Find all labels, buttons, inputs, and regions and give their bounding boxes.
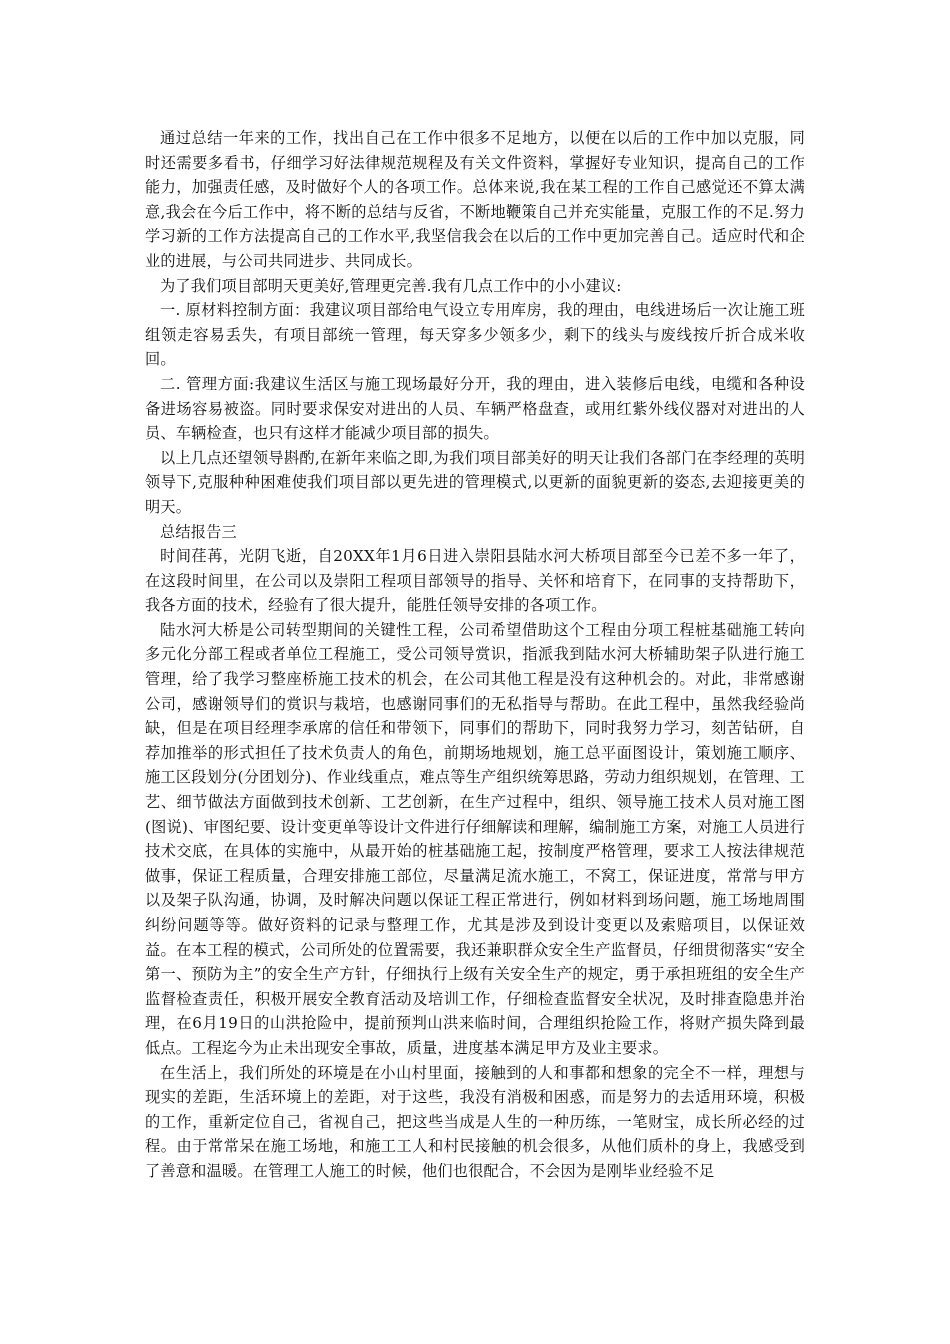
section-heading: 总结报告三 — [160, 522, 237, 541]
paragraph-closing: 以上几点还望领导斟酌,在新年来临之即,为我们项目部美好的明天让我们各部门在李经理的英明领导下,克服种种困难使我们项目部以更先进的管理模式,以更新的面貌更新的姿态,去迎接更美的明天。 — [145, 448, 805, 516]
paragraph-report-intro: 时间荏苒，光阴飞逝，自20XX年1月6日进入崇阳县陆水河大桥项目部至今已差不多一年了，在这段时间里，在公司以及崇阳工程项目部领导的指导、关怀和培育下，在同事的支持帮助下，我各方面的技术，经验有了很大提升，能胜任领导安排的各项工作。 — [145, 547, 805, 615]
paragraph-suggestion-materials: 一. 原材料控制方面：我建议项目部给电气设立专用库房，我的理由，电线进场后一次让施工班组领走容易丢失，有项目部统一管理，每天穿多少领多少，剩下的线头与废线按斤折合成米收回。 — [145, 301, 805, 369]
document-body — [145, 126, 805, 1184]
paragraph-suggestions-intro: 为了我们项目部明天更美好,管理更完善.我有几点工作中的小小建议: — [160, 276, 622, 295]
paragraph-summary: 通过总结一年来的工作，找出自己在工作中很多不足地方，以便在以后的工作中加以克服，同时还需要多看书，仔细学习好法律规范规程及有关文件资料，掌握好专业知识，提高自己的工作能力，加强责任感，及时做好个人的各项工作。总体来说,我在某工程的工作自己感觉还不算太满意,我会在今后工作中，将不断的总结与反省，不断地鞭策自己并充实能量，克服工作的不足.努力学习新的工作方法提高自己的工作水平,我坚信我会在以后的工作中更加完善自己。适应时代和企业的进展，与公司共同进步、共同成长。 — [145, 129, 805, 270]
paragraph-bridge-project: 陆水河大桥是公司转型期间的关键性工程，公司希望借助这个工程由分项工程桩基础施工转向多元化分部工程或者单位工程施工，受公司领导赏识，指派我到陆水河大桥辅助架子队进行施工管理，给了我学习整座桥施工技术的机会，在公司其他工程是没有这种机会的。对此，非常感谢公司，感谢领导们的赏识与栽培，也感谢同事们的无私指导与帮助。在此工程中，虽然我经验尚缺，但是在项目经理李承席的信任和带领下，同事们的帮助下，同时我努力学习，刻苦钻研，自荐加推举的形式担任了技术负责人的角色，前期场地规划，施工总平面图设计，策划施工顺序、施工区段划分(分团划分)、作业线重点，难点等生产组织统筹思路，劳动力组织规划，在管理、工艺、细节做法方面做到技术创新、工艺创新，在生产过程中，组织、领导施工技术人员对施工图(图说)、审图纪要、设计变更单等设计文件进行仔细解读和理解，编制施工方案，对施工人员进行技术交底，在具体的实施中，从最开始的桩基础施工起，按制度严格管理，要求工人按法律规范做事，保证工程质量，合理安排施工部位，尽量满足流水施工，不窝工，保证进度，常常与甲方以及架子队沟通，协调，及时解决问题以保证工程正常进行，例如材料到场问题，施工场地周围纠纷问题等等。做好资料的记录与整理工作，尤其是涉及到设计变更以及索赔项目，以保证效益。在本工程的模式，公司所处的位置需要，我还兼职群众安全生产监督员，仔细贯彻落实“安全第一、预防为主”的安全生产方针，仔细执行上级有关安全生产的规定，勇于承担班组的安全生产监督检查责任，积极开展安全教育活动及培训工作，仔细检查监督安全状况，及时排查隐患并治理，在6月19日的山洪抢险中，提前预判山洪来临时间，合理组织抢险工作，将财产损失降到最低点。工程迄今为止未出现安全事故，质量，进度基本满足甲方及业主要求。 — [145, 620, 805, 1057]
paragraph-life: 在生活上，我们所处的环境是在小山村里面，接触到的人和事都和想象的完全不一样，理想与现实的差距，生活环境上的差距，对于这些，我没有消极和困惑，而是努力的去适用环境，积极的工作，重新定位自己，省视自己，把这些当成是人生的一种历练，一笔财宝，成长所必经的过程。由于常常呆在施工场地，和施工工人和村民接触的机会很多，从他们质朴的身上，我感受到了善意和温暖。在管理工人施工的时候，他们也很配合，不会因为是刚毕业经验不足 — [145, 1063, 805, 1180]
paragraph-suggestion-management: 二. 管理方面:我建议生活区与施工现场最好分开，我的理由，进入装修后电线，电缆和各种设备进场容易被盗。同时要求保安对进出的人员、车辆严格盘查，或用红紫外线仪器对对进出的人员、车辆检查，也只有这样才能减少项目部的损失。 — [145, 374, 805, 443]
